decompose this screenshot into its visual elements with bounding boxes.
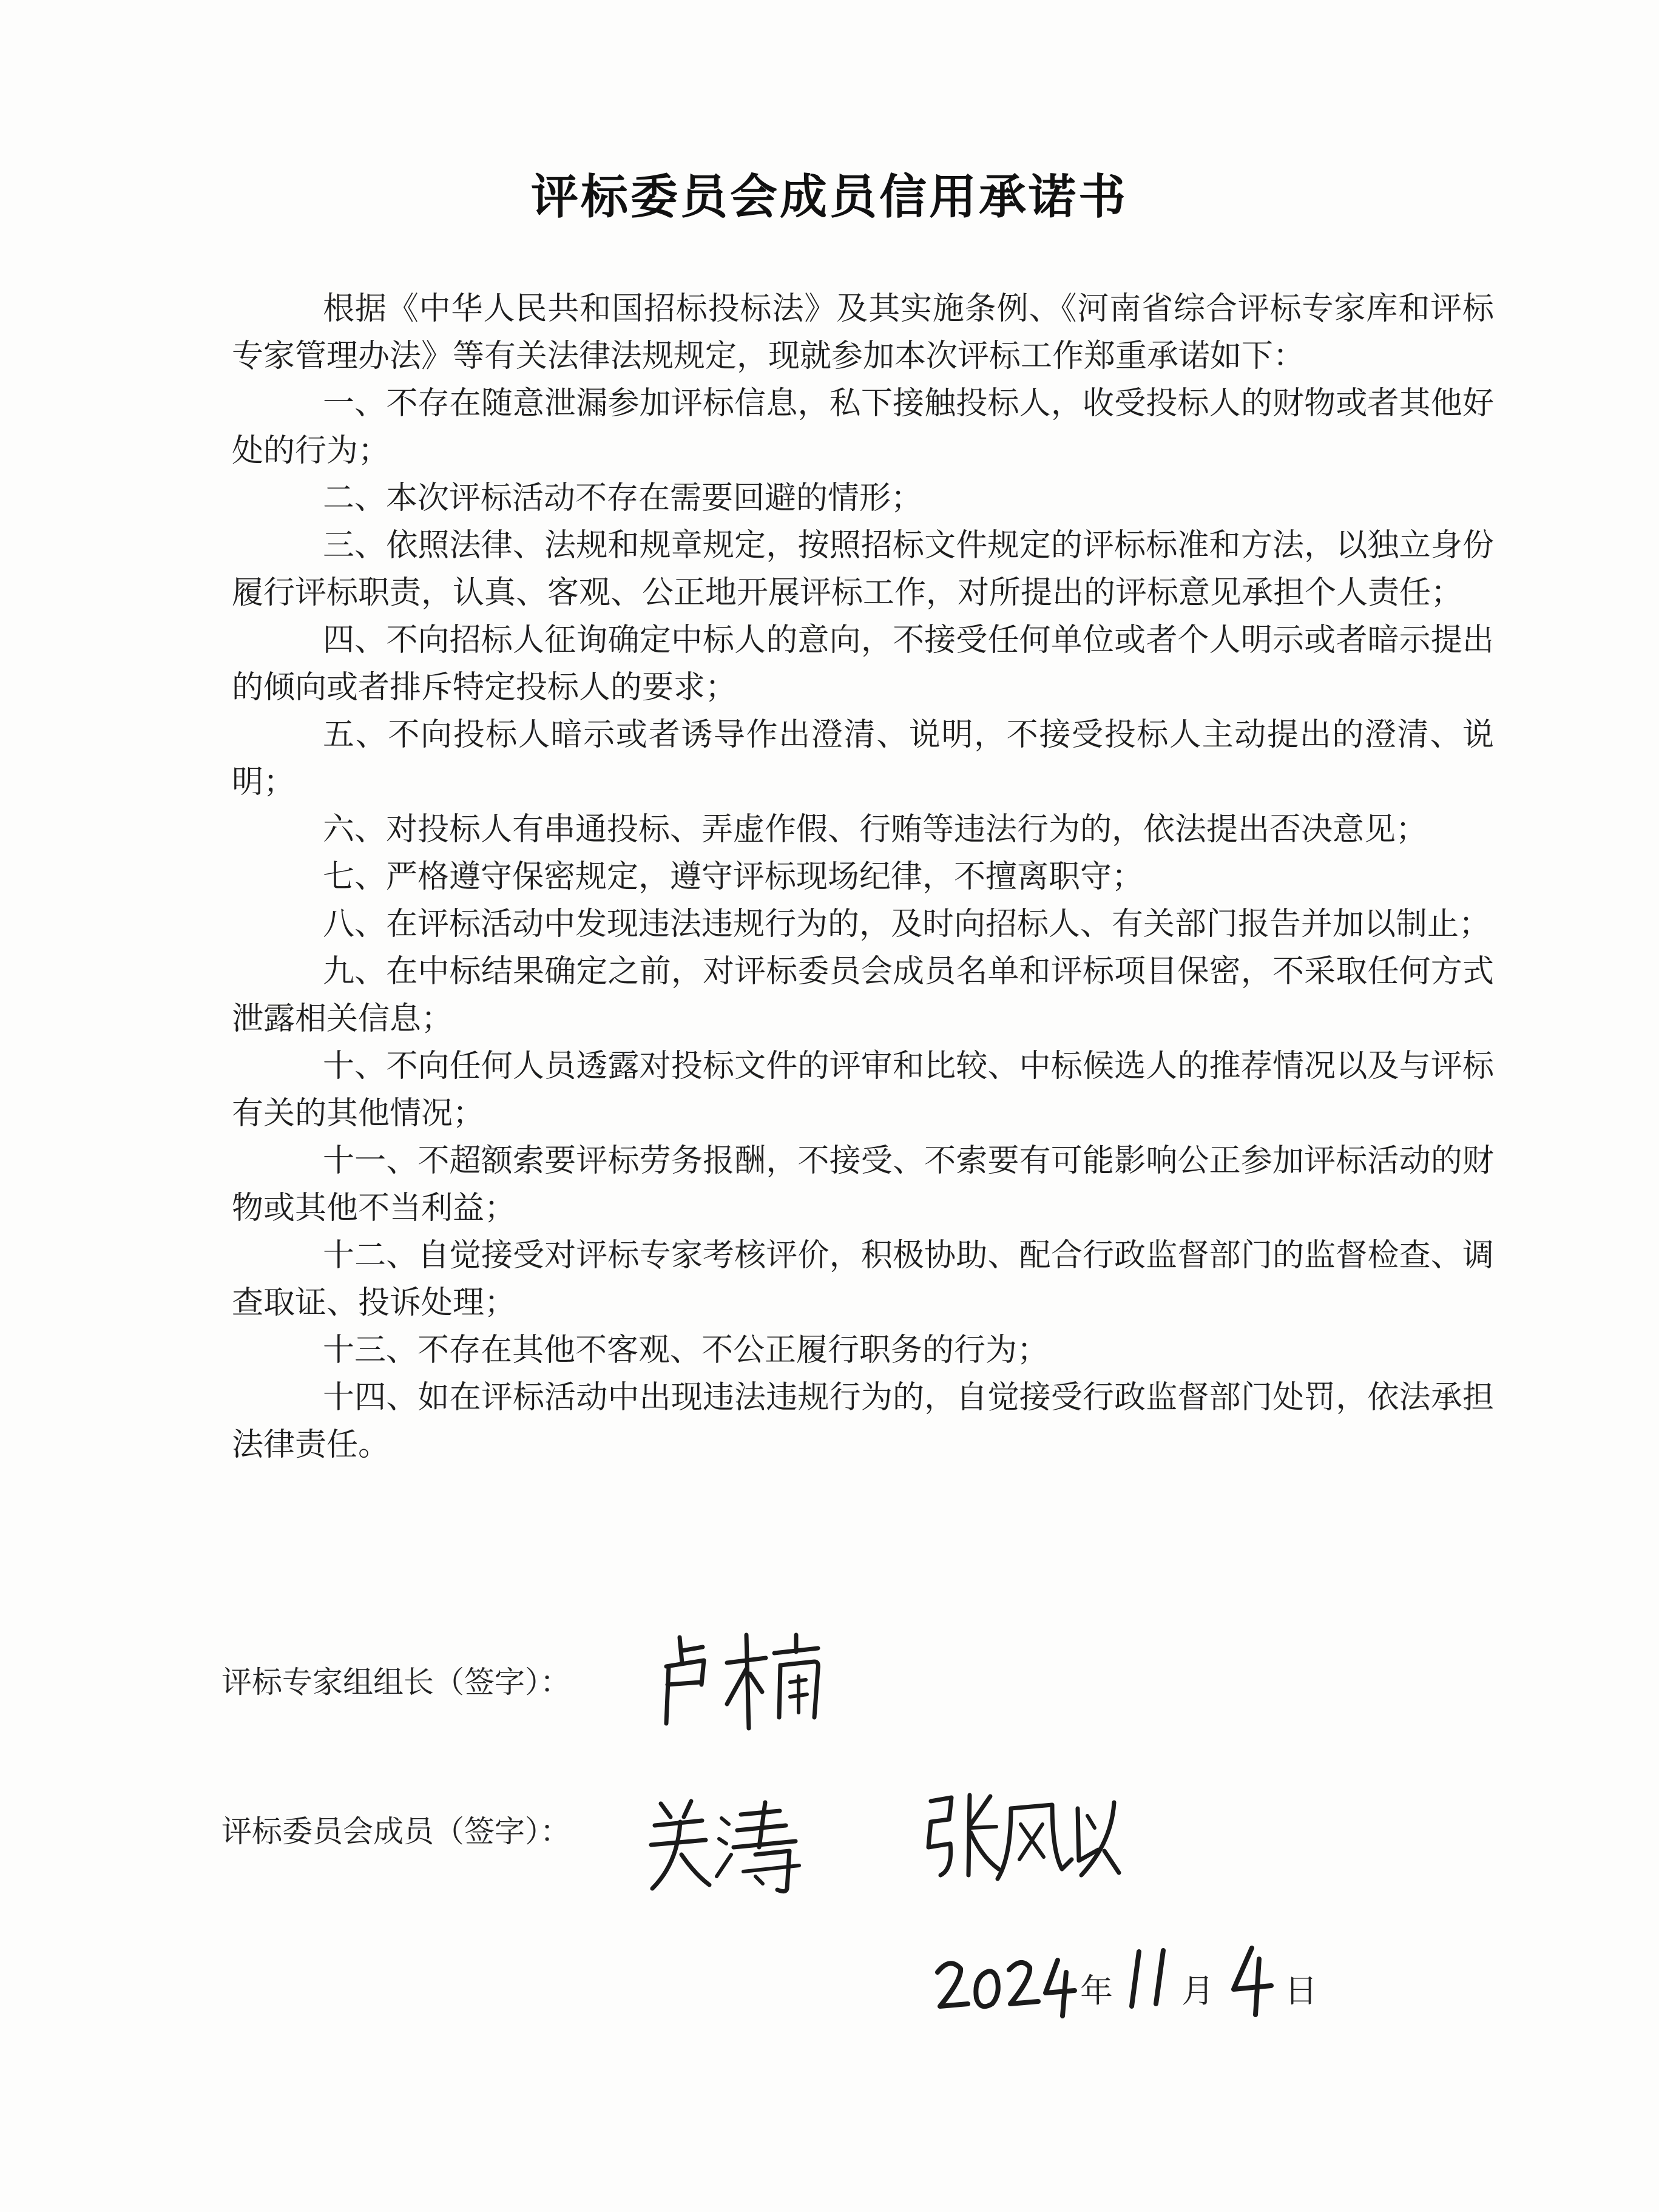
commitment-item-14: 十四、如在评标活动中出现违法违规行为的，自觉接受行政监督部门处罚，依法承担法律责任。	[232, 1379, 1494, 1463]
member-handwritten-signature-2	[922, 1784, 1123, 1887]
commitment-item-6: 六、对投标人有串通投标、弄虚作假、行贿等违法行为的，依法提出否决意见；	[323, 811, 1428, 848]
commitment-item-7: 七、严格遵守保密规定，遵守评标现场纪律，不擅离职守；	[323, 859, 1144, 895]
member-handwritten-signature-1	[646, 1796, 816, 1899]
commitment-body	[232, 285, 1494, 1469]
date-year-handwritten	[931, 1948, 1083, 2021]
leader-signature-label: 评标专家组组长（签字）：	[221, 1665, 570, 1700]
commitment-item-13: 十三、不存在其他不客观、不公正履行职务的行为；	[323, 1332, 1049, 1368]
leader-handwritten-signature	[655, 1626, 850, 1736]
commitment-item-9: 九、在中标结果确定之前，对评标委员会成员名单和评标项目保密，不采取任何方式泄露相关信息；	[232, 953, 1494, 1037]
intro-paragraph: 根据《中华人民共和国招标投标法》及其实施条例、《河南省综合评标专家库和评标专家管理办法》等有关法律法规规定，现就参加本次评标工作郑重承诺如下：	[232, 291, 1494, 374]
commitment-item-1: 一、不存在随意泄漏参加评标信息，私下接触投标人，收受投标人的财物或者其他好处的行为；	[232, 385, 1494, 469]
commitment-item-2: 二、本次评标活动不存在需要回避的情形；	[323, 480, 923, 516]
date-day-handwritten	[1221, 1941, 1282, 2020]
signature-section	[221, 1632, 1496, 2179]
date-day-unit: 日	[1285, 1972, 1317, 2010]
commitment-item-3: 三、依照法律、法规和规章规定，按照招标文件规定的评标标准和方法，以独立身份履行评标职责，认真、客观、公正地开展评标工作，对所提出的评标意见承担个人责任；	[232, 527, 1494, 611]
date-month-handwritten	[1118, 1943, 1185, 2016]
commitment-item-12: 十二、自觉接受对评标专家考核评价，积极协助、配合行政监督部门的监督检查、调查取证、投诉处理；	[232, 1237, 1494, 1321]
commitment-item-10: 十、不向任何人员透露对投标文件的评审和比较、中标候选人的推荐情况以及与评标有关的其他情况；	[232, 1048, 1494, 1132]
date-year-unit: 年	[1080, 1972, 1113, 2010]
commitment-item-5: 五、不向投标人暗示或者诱导作出澄清、说明，不接受投标人主动提出的澄清、说明；	[232, 717, 1494, 800]
date-month-unit: 月	[1181, 1972, 1214, 2010]
member-signature-label: 评标委员会成员（签字）：	[221, 1814, 570, 1849]
commitment-item-11: 十一、不超额索要评标劳务报酬，不接受、不索要有可能影响公正参加评标活动的财物或其他不当利益；	[232, 1143, 1494, 1226]
commitment-item-4: 四、不向招标人征询确定中标人的意向，不接受任何单位或者个人明示或者暗示提出的倾向或者排斥特定投标人的要求；	[232, 622, 1494, 706]
document-title: 评标委员会成员信用承诺书	[530, 170, 1128, 225]
commitment-item-8: 八、在评标活动中发现违法违规行为的，及时向招标人、有关部门报告并加以制止；	[323, 906, 1491, 942]
